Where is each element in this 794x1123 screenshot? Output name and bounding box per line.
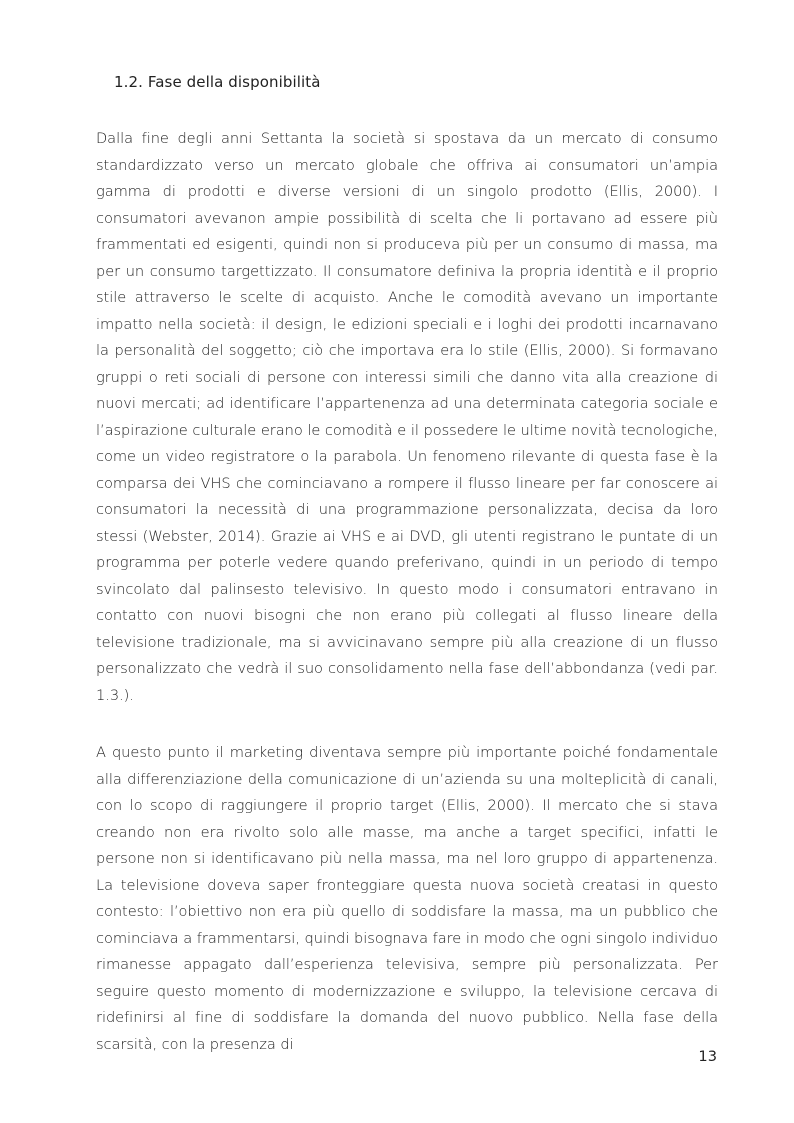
section-heading: 1.2. Fase della disponibilità [114, 73, 321, 91]
body-paragraph-2: A questo punto il marketing diventava sempre più importante poiché fondamentale alla differenziazione della comunicazione di un’azienda su una molteplicità di canali, con lo scopo di raggiungere il proprio target (Ellis, 2000). Il mercato che si stava creando non era rivolto solo alle masse, ma anche a target specifici, infatti le persone non si identificavano più nella massa, ma nel loro gruppo di appartenenza. La televisione doveva saper fronteggiare questa nuova società creatasi in questo contesto: l’obiettivo non era più quello di soddisfare la massa, ma un pubblico che cominciava a frammentarsi, quindi bisognava fare in modo che ogni singolo individuo rimanesse appagato dall’esperienza televisiva, sempre più personalizzata. Per seguire questo momento di modernizzazione e sviluppo, la televisione cercava di ridefinirsi al fine di soddisfare la domanda del nuovo pubblico. Nella fase della scarsità, con la presenza di [96, 744, 718, 1053]
body-paragraph-1: Dalla fine degli anni Settanta la società si spostava da un mercato di consumo standardizzato verso un mercato globale che offriva ai consumatori un’ampia gamma di prodotti e diverse versioni di un singolo prodotto (Ellis, 2000). I consumatori avevanon ampie possibilità di scelta che li portavano ad essere più frammentati ed esigenti, quindi non si produceva più per un consumo di massa, ma per un consumo targettizzato. Il consumatore definiva la propria identità e il proprio stile attraverso le scelte di acquisto. Anche le comodità avevano un importante impatto nella società: il design, le edizioni speciali e i loghi dei prodotti incarnavano la personalità del soggetto; ciò che importava era lo stile (Ellis, 2000). Si formavano gruppi o reti sociali di persone con interessi simili che danno vita alla creazione di nuovi mercati; ad identificare l’appartenenza ad una determinata categoria sociale e l’aspirazione culturale erano le comodità e il possedere le ultime novità tecnologiche, come un video registratore o la parabola. Un fenomeno rilevante di questa fase è la comparsa dei VHS che cominciavano a rompere il flusso lineare per far conoscere ai consumatori la necessità di una programmazione personalizzata, decisa da loro stessi (Webster, 2014). Grazie ai VHS e ai DVD, gli utenti registrano le puntate di un programma per poterle vedere quando preferivano, quindi in un periodo di tempo svincolato dal palinsesto televisivo. In questo modo i consumatori entravano in contatto con nuovi bisogni che non erano più collegati al flusso lineare della televisione tradizionale, ma si avvicinavano sempre più alla creazione di un flusso personalizzato che vedrà il suo consolidamento nella fase dell’abbondanza (vedi par. 1.3.). [96, 130, 718, 704]
page-number: 13 [698, 1048, 717, 1065]
